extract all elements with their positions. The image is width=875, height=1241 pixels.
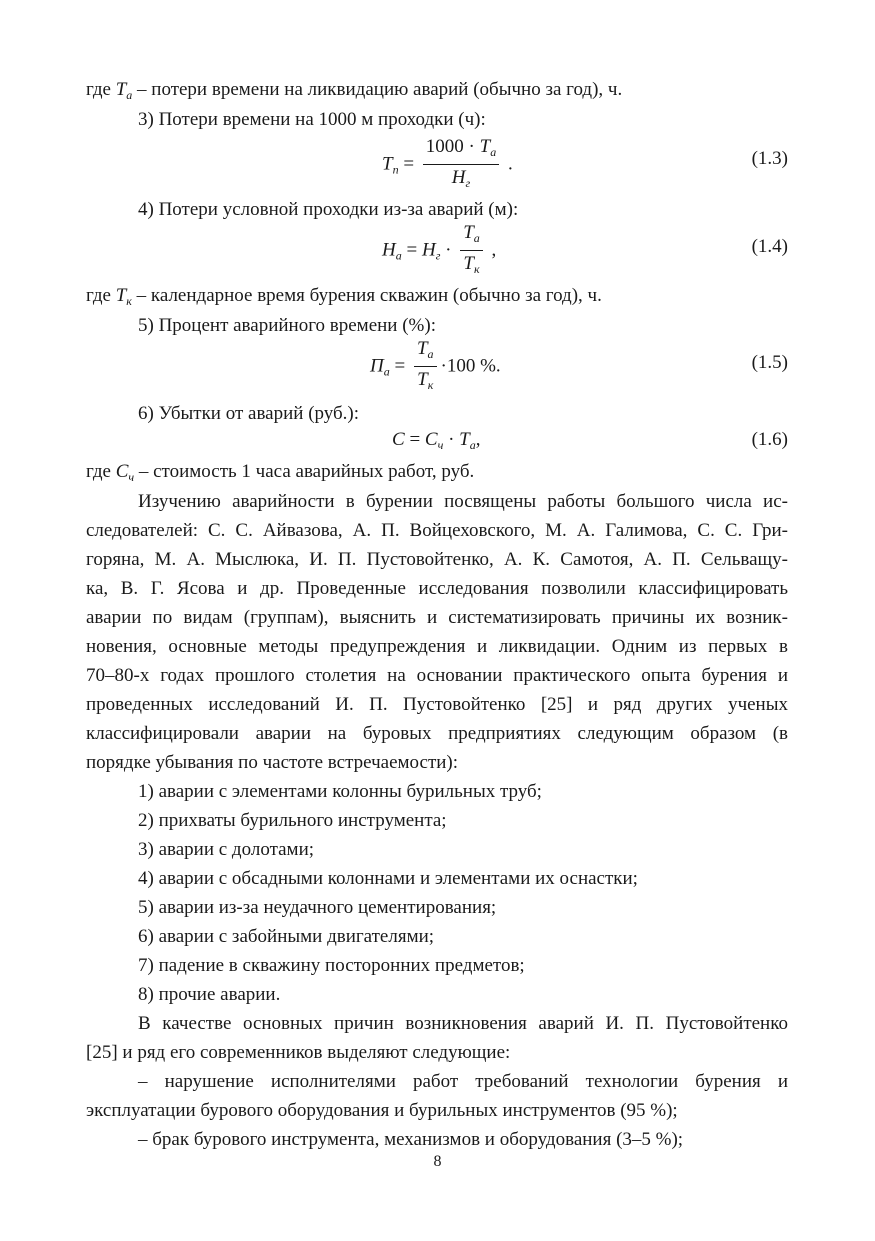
text-line: 5) Процент аварийного времени (%): bbox=[138, 315, 436, 336]
formula-1-6: $C = C_ч \cdot T_а$, bbox=[392, 429, 481, 452]
paragraph-line: аварии по видам (группам), выяснить и систематизировать причины их возник- bbox=[86, 607, 788, 628]
list-item: 1) аварии с элементами колонны бурильных труб; bbox=[138, 781, 542, 802]
paragraph-line: Изучению аварийности в бурении посвящены работы большого числа ис- bbox=[138, 491, 788, 512]
fraction: $\frac{1000 \cdot T_а}{H_г}$ bbox=[423, 136, 499, 194]
text-line: где $T_к$ – календарное время бурения скважин (обычно за год), ч. bbox=[86, 285, 602, 308]
paragraph-line: проведенных исследований И. П. Пустовойтенко [25] и ряд других ученых bbox=[86, 694, 788, 715]
paragraph-line: [25] и ряд его современников выделяют следующие: bbox=[86, 1042, 511, 1063]
paragraph-line: ка, В. Г. Ясова и др. Проведенные исследования позволили классифицировать bbox=[86, 578, 788, 599]
paragraph-line: – брак бурового инструмента, механизмов и оборудования (3–5 %); bbox=[138, 1129, 684, 1150]
text-line: 6) Убытки от аварий (руб.): bbox=[138, 403, 360, 424]
equation-number: (1.6) bbox=[751, 429, 788, 450]
equation-number: (1.3) bbox=[751, 148, 788, 169]
text-line: 3) Потери времени на 1000 м проходки (ч): bbox=[138, 109, 486, 130]
list-item: 3) аварии с долотами; bbox=[138, 839, 315, 860]
fraction: $\frac{T_а}{T_к}$ bbox=[460, 222, 483, 280]
formula-1-4: $H_а = H_г$ · $\frac{T_а}{T_к}$ , bbox=[382, 222, 496, 280]
paragraph-line: В качестве основных причин возникновения аварий И. П. Пустовойтенко bbox=[138, 1013, 788, 1034]
list-item: 7) падение в скважину посторонних предметов; bbox=[138, 955, 525, 976]
paragraph-line: горяна, М. А. Мыслюка, И. П. Пустовойтенко, А. К. Самотоя, А. П. Сельващу- bbox=[86, 549, 788, 570]
paragraph-line: 70–80-х годах прошлого столетия на основании практического опыта бурения и bbox=[86, 665, 788, 686]
paragraph-line: – нарушение исполнителями работ требований технологии бурения и bbox=[138, 1071, 788, 1092]
list-item: 2) прихваты бурильного инструмента; bbox=[138, 810, 447, 831]
text-line: где $T_а$ – потери времени на ликвидацию аварий (обычно за год), ч. bbox=[86, 79, 623, 102]
paragraph-line: эксплуатации бурового оборудования и бурильных инструментов (95 %); bbox=[86, 1100, 678, 1121]
paragraph-line: новения, основные методы предупреждения и ликвидации. Одним из первых в bbox=[86, 636, 788, 657]
list-item: 8) прочие аварии. bbox=[138, 984, 281, 1005]
formula-1-3: $T_п$ = $\frac{1000 \cdot T_а}{H_г}$ . bbox=[382, 136, 513, 194]
paragraph-line: классифицировали аварии на буровых предприятиях следующим образом (в bbox=[86, 723, 788, 744]
formula-1-5: $П_а$ = $\frac{T_а}{T_к}$ ·100 %. bbox=[370, 338, 501, 396]
equation-number: (1.5) bbox=[751, 352, 788, 373]
paragraph-line: следователей: С. С. Айвазова, А. П. Войцеховского, М. А. Галимова, С. С. Гри- bbox=[86, 520, 788, 541]
paragraph-line: порядке убывания по частоте встречаемости): bbox=[86, 752, 459, 773]
list-item: 4) аварии с обсадными колоннами и элементами их оснастки; bbox=[138, 868, 638, 889]
fraction: $\frac{T_а}{T_к}$ bbox=[414, 338, 437, 396]
equation-number: (1.4) bbox=[751, 236, 788, 257]
page-number: 8 bbox=[433, 1153, 442, 1170]
list-item: 5) аварии из-за неудачного цементирования; bbox=[138, 897, 497, 918]
text-line: где $C_ч$ – стоимость 1 часа аварийных работ, руб. bbox=[86, 461, 475, 484]
text-line: 4) Потери условной проходки из-за аварий (м): bbox=[138, 199, 519, 220]
list-item: 6) аварии с забойными двигателями; bbox=[138, 926, 435, 947]
